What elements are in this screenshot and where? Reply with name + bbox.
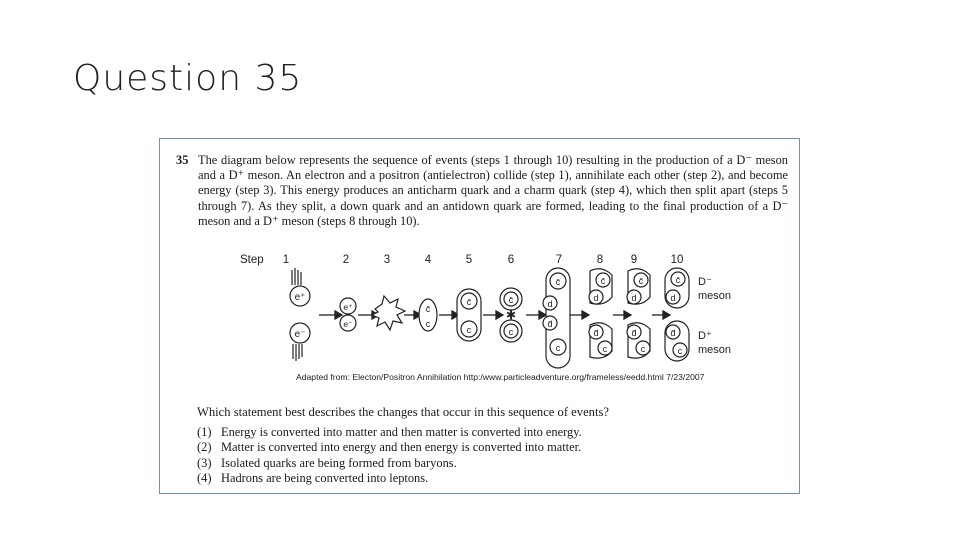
antidown-label: d̄ <box>631 328 637 338</box>
choice-number: (2) <box>197 440 212 455</box>
anticharm-label: c̄ <box>508 295 514 305</box>
energy-burst <box>372 296 405 330</box>
down-label: d <box>631 293 637 303</box>
step-1-collision <box>290 268 310 361</box>
positron-label: e⁺ <box>294 292 306 303</box>
d-minus-label: D⁻ <box>698 276 712 288</box>
answer-choice[interactable] <box>197 456 582 471</box>
split-spark: ✱ <box>505 308 517 322</box>
d-plus-label: D⁺ <box>698 330 712 342</box>
answer-choice[interactable] <box>197 440 582 455</box>
choice-text: Energy is converted into matter and then matter is converted into energy. <box>221 425 582 439</box>
step-number: 6 <box>507 254 515 266</box>
choice-number: (4) <box>197 471 212 486</box>
step-number: 7 <box>555 254 563 266</box>
step-header-label: Step <box>240 254 264 266</box>
anticharm-label: c̄ <box>555 277 561 287</box>
question-card <box>159 138 800 494</box>
anticharm-label: c̄ <box>638 276 644 286</box>
anticharm-label: c̄ <box>425 304 431 314</box>
down-label: d <box>670 293 676 303</box>
antidown-label: d̄ <box>670 328 676 338</box>
down-label: d <box>547 299 553 309</box>
down-label: d <box>593 293 599 303</box>
step-number: 9 <box>630 254 638 266</box>
answer-choice[interactable] <box>197 471 582 486</box>
positron-label: e⁺ <box>343 302 353 312</box>
choice-text: Hadrons are being converted into leptons. <box>221 471 429 486</box>
step-number: 3 <box>383 254 391 266</box>
step-number: 4 <box>424 254 432 266</box>
answer-choices <box>197 425 582 487</box>
charm-label: c <box>466 325 472 335</box>
choice-number: (3) <box>197 455 212 470</box>
charm-label: c <box>602 344 608 354</box>
d-minus-meson-word: meson <box>698 290 732 302</box>
charm-label: c <box>555 343 561 353</box>
answer-choice[interactable] <box>197 425 582 440</box>
particle-diagram <box>232 243 752 383</box>
antidown-label: d̄ <box>593 328 599 338</box>
particle-diagram-svg <box>232 243 752 383</box>
diagram-caption: Adapted from: Electon/Positron Annihilation http:/www.particleadventure.org/frameless/eedd.html 7/23/2007 <box>296 372 705 382</box>
anticharm-label: c̄ <box>466 297 472 307</box>
question-number: 35 <box>176 153 189 167</box>
step-number: 8 <box>596 254 604 266</box>
step-number: 10 <box>670 254 684 266</box>
step-number: 1 <box>282 254 290 266</box>
charm-label: c <box>508 327 514 337</box>
charm-label: c <box>677 346 683 356</box>
question-prompt: Which statement best describes the changes that occur in this sequence of events? <box>197 405 609 419</box>
anticharm-label: c̄ <box>675 275 681 285</box>
step-number: 5 <box>465 254 473 266</box>
electron-label: e⁻ <box>343 319 353 329</box>
question-text: The diagram below represents the sequence of events (steps 1 through 10) resulting in the production of a D⁻ meson and a D⁺ meson. An electron and a positron (antielectron) collide (step 1), annihilate each other (step 2), and become energy (step 3). This energy produces an anticharm quark and a charm quark (step 4), which then split apart (steps 5 through 7). As they split, a down quark and an antidown quark are formed, leading to the final production of a D⁻ meson and a D⁺ meson (steps 8 through 10). <box>198 153 788 228</box>
question-paragraph <box>176 153 788 229</box>
choice-number: (1) <box>197 425 212 439</box>
step-number: 2 <box>342 254 350 266</box>
choice-text: Matter is converted into energy and then energy is converted into matter. <box>221 440 582 455</box>
d-plus-meson-word: meson <box>698 344 732 356</box>
anticharm-label: c̄ <box>600 276 606 286</box>
antidown-label: d̄ <box>547 319 553 329</box>
charm-label: c <box>640 344 646 354</box>
slide-title: Question 35 <box>73 58 303 99</box>
charm-label: c <box>425 319 431 329</box>
electron-label: e⁻ <box>294 329 306 340</box>
choice-text: Isolated quarks are being formed from baryons. <box>221 455 457 470</box>
